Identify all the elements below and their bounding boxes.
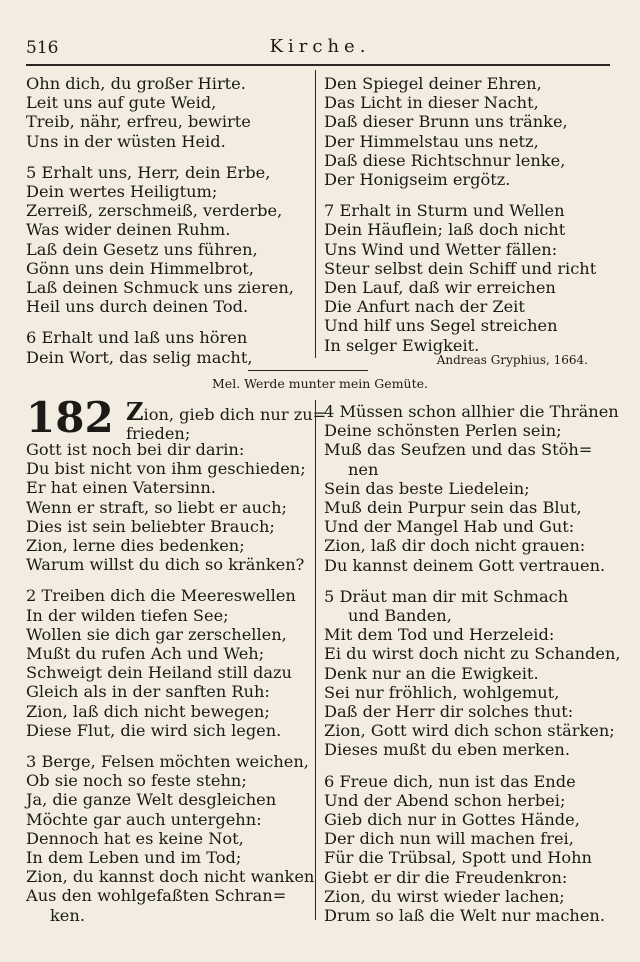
verse-line: 3 Berge, Felsen möchten weichen, [26,752,309,772]
verse-line: Wenn er straft, so liebt er auch; [26,497,287,517]
verse-line: Du bist nicht von ihm geschieden; [26,459,306,479]
verse-line: Zion, lerne dies bedenken; [26,536,245,556]
verse-line: Uns Wind und Wetter fällen: [324,239,558,259]
verse-line: Was wider deinen Ruhm. [26,220,231,240]
verse-line: Daß dieser Brunn uns tränke, [324,112,568,132]
stanza-gap [26,151,312,163]
column-divider-bottom [315,400,316,920]
verse-line: Du kannst deinem Gott vertrauen. [324,555,606,575]
stanza-gap [324,189,614,201]
verse-line: Drum so laß die Welt nur machen. [324,906,605,926]
hymn-right-column [324,402,621,926]
verse-line: Treib, nähr, erfreu, bewirte [26,112,251,132]
verse-line: Uns in der wüsten Heid. [26,131,226,151]
first-line-text: ion, gieb dich nur zu= [143,405,327,424]
verse-line: Dieses mußt du eben merken. [324,740,570,760]
drop-initial: Z [126,397,144,426]
verse-line: Für die Trübsal, Spott und Hohn [324,848,592,868]
verse-line: Deine schönsten Perlen sein; [324,421,562,441]
verse-line: Ohn dich, du großer Hirte. [26,74,246,93]
verse-line: Der Himmelstau uns netz, [324,131,539,151]
stanza-gap [324,575,614,587]
verse-line: Dein Häuflein; laß doch nicht [324,220,566,240]
verse-line: Daß diese Richtschnur lenke, [324,150,566,170]
verse-line: Der dich nun will machen frei, [324,829,574,849]
verse-line: 7 Erhalt in Sturm und Wellen [324,201,565,221]
verse-line: 6 Freue dich, nun ist das Ende [324,771,576,791]
verse-line: Möchte gar auch untergehn: [26,809,262,829]
verse-line: Der Honigseim ergötz. [324,170,511,190]
verse-line: Gleich als in der sanften Ruh: [26,682,270,702]
hymn-attribution: Andreas Gryphius, 1664. [436,353,588,367]
stanza-gap [324,760,614,772]
stanza-gap [26,574,318,586]
verse-line: Sei nur fröhlich, wohlgemut, [324,682,560,702]
verse-line: Die Anfurt nach der Zeit [324,297,525,317]
verse-line: 6 Erhalt und laß uns hören [26,328,248,348]
section-rule [248,370,368,371]
verse-line: 5 Erhalt uns, Herr, dein Erbe, [26,162,271,182]
verse-line: Sein das beste Liedelein; [324,478,530,498]
verse-line: nen [348,459,379,479]
verse-line: Zion, du wirst wieder lachen; [324,886,565,906]
column-divider-top [315,70,316,358]
page-number: 516 [26,38,59,58]
verse-line: Und der Abend schon herbei; [324,790,566,810]
verse-line: Dein wertes Heiligtum; [26,182,218,202]
verse-line: Dennoch hat es keine Not, [26,828,244,848]
verse-line: Zion, laß dir doch nicht grauen: [324,536,586,556]
verse-line: In selger Ewigkeit. [324,335,480,355]
verse-line: Zerreiß, zerschmeiß, verderbe, [26,201,283,221]
verse-line: Zion, laß dich nicht bewegen; [26,701,270,721]
verse-line: Diese Flut, die wird sich legen. [26,720,282,740]
melody-line: Mel. Werde munter mein Gemüte. [212,376,428,391]
first-line-continuation: frieden; [126,424,191,444]
verse-line: Laß dein Gesetz uns führen, [26,239,258,259]
verse-line: Mit dem Tod und Herzeleid: [324,625,555,645]
verse-line: und Banden, [348,606,452,626]
verse-line: Muß das Seufzen und das Stöh= [324,440,593,460]
verse-line: Wollen sie dich gar zerschellen, [26,624,287,644]
verse-line: ken. [50,905,85,925]
verse-line: Er hat einen Vatersinn. [26,478,216,498]
verse-line: Und hilf uns Segel streichen [324,316,558,336]
verse-line: Und der Mangel Hab und Gut: [324,517,575,537]
verse-line: 5 Dräut man dir mit Schmach [324,586,569,606]
verse-line: Gieb dich nur in Gottes Hände, [324,810,580,830]
verse-line: Denk nur an die Ewigkeit. [324,663,539,683]
verse-line: Dein Wort, das selig macht, [26,347,253,367]
verse-line: Giebt er dir die Freudenkron: [324,867,568,887]
verse-line: Mußt du rufen Ach und Weh; [26,644,265,664]
verse-line: Gönn uns dein Himmelbrot, [26,258,254,278]
stanza-gap [26,316,312,328]
verse-line: Ei du wirst doch nicht zu Schanden, [324,644,621,664]
verse-line: 2 Treiben dich die Meereswellen [26,586,296,606]
hymn-left-column [26,440,318,925]
verse-line: Laß deinen Schmuck uns zieren, [26,278,294,298]
verse-line: In dem Leben und im Tod; [26,848,242,868]
verse-line: Den Lauf, daß wir erreichen [324,278,556,298]
verse-line: Warum willst du dich so kränken? [26,555,305,575]
verse-line: Zion, Gott wird dich schon stärken; [324,721,615,741]
top-left-column [26,74,312,367]
verse-line: Aus den wohlgefaßten Schran= [26,886,287,906]
hymn-number: 182 [26,393,114,442]
verse-line: Leit uns auf gute Weid, [26,93,217,113]
verse-line: Daß der Herr dir solches thut: [324,702,574,722]
verse-line: 4 Müssen schon allhier die Thränen [324,402,619,421]
verse-line: Den Spiegel deiner Ehren, [324,74,542,93]
verse-line: Ja, die ganze Welt desgleichen [26,790,277,810]
verse-line: In der wilden tiefen See; [26,605,229,625]
verse-line: Dies ist sein beliebter Brauch; [26,516,275,536]
verse-line: Das Licht in dieser Nacht, [324,93,539,113]
verse-line: Steur selbst dein Schiff und richt [324,258,597,278]
section-title: Kirche. [269,36,371,57]
header-rule [26,64,610,66]
stanza-gap [26,740,318,752]
verse-line: Gott ist noch bei dir darin: [26,440,245,459]
top-right-column [324,74,614,355]
verse-line: Ob sie noch so feste stehn; [26,771,247,791]
verse-line: Heil uns durch deinen Tod. [26,297,249,317]
verse-line: Zion, du kannst doch nicht wanken [26,867,315,887]
verse-line: Muß dein Purpur sein das Blut, [324,498,582,518]
verse-line: Schweigt dein Heiland still dazu [26,663,292,683]
